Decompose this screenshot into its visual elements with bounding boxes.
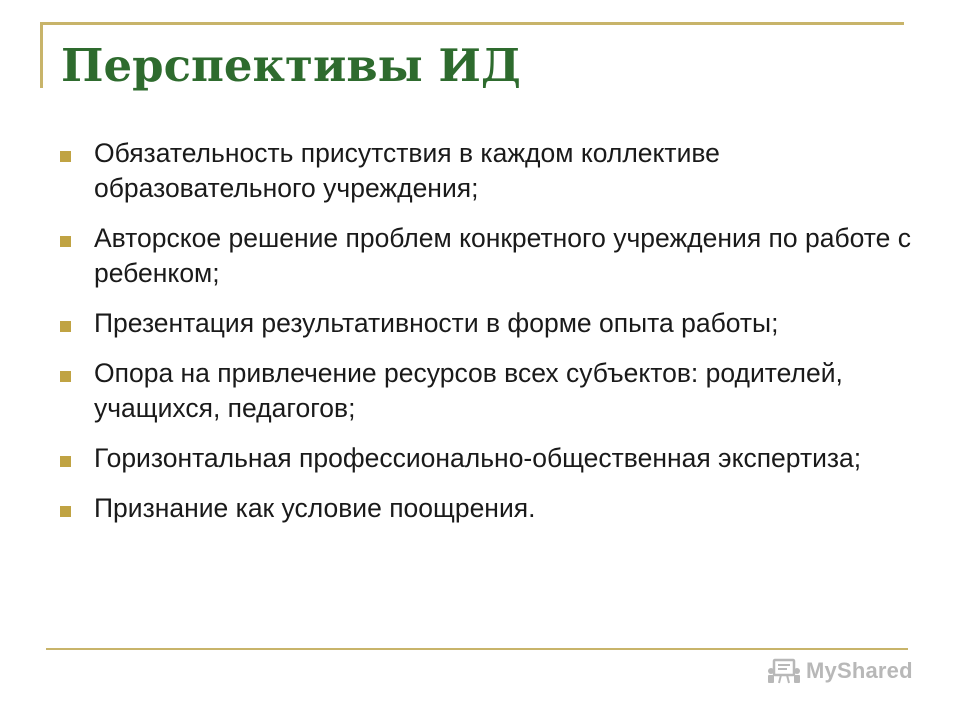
bullet-item xyxy=(60,356,912,426)
square-bullet-icon xyxy=(60,456,71,467)
classroom-board-icon xyxy=(767,657,801,685)
square-bullet-icon xyxy=(60,506,71,517)
square-bullet-icon xyxy=(60,321,71,332)
slide-title: Перспективы ИД xyxy=(61,39,521,92)
square-bullet-icon xyxy=(60,371,71,382)
watermark xyxy=(767,656,913,686)
bullet-text: Презентация результативности в форме опыта работы; xyxy=(94,308,779,338)
left-divider xyxy=(40,22,43,88)
bullet-text: Авторское решение проблем конкретного учреждения по работе с ребенком; xyxy=(94,223,911,288)
top-divider xyxy=(40,22,904,25)
bullet-item xyxy=(60,221,912,291)
bullet-item xyxy=(60,306,912,341)
bullet-text: Опора на привлечение ресурсов всех субъектов: родителей, учащихся, педагогов; xyxy=(94,358,843,423)
bullet-item xyxy=(60,441,912,476)
bullet-text: Горизонтальная профессионально-общественная экспертиза; xyxy=(94,443,862,473)
square-bullet-icon xyxy=(60,236,71,247)
bullet-item xyxy=(60,136,912,206)
bullet-text: Признание как условие поощрения. xyxy=(94,493,536,523)
bottom-divider xyxy=(46,648,908,650)
bullet-item xyxy=(60,491,912,526)
bullet-list xyxy=(60,136,912,541)
square-bullet-icon xyxy=(60,151,71,162)
watermark-text: MyShared xyxy=(806,658,913,683)
bullet-text: Обязательность присутствия в каждом коллективе образовательного учреждения; xyxy=(94,138,720,203)
